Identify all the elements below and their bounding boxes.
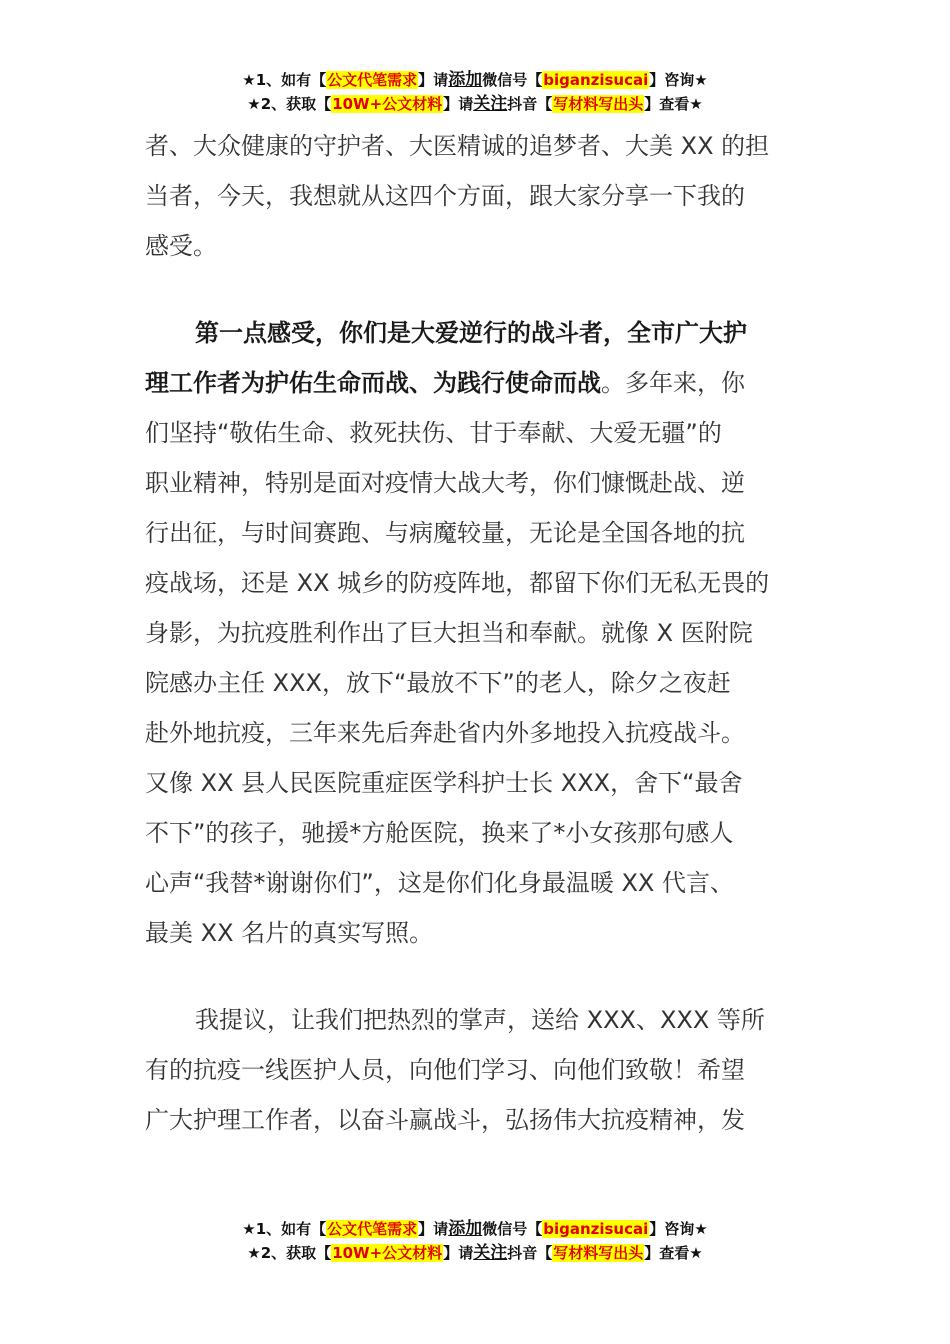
highlight-douyin-account: 写材料写出头	[553, 1244, 644, 1262]
promo-text: 】咨询★	[649, 1220, 708, 1238]
promo-text: 】查看★	[644, 1244, 703, 1262]
promo-text: 抖音【	[507, 1244, 553, 1262]
promo-text: ★2、获取【	[247, 1244, 332, 1262]
text-line: 行出征，与时间赛跑、与病魔较量，无论是全国各地的抗	[145, 519, 745, 547]
paragraph-gap	[145, 958, 810, 995]
highlight-materials: 10W+公文材料	[332, 1244, 443, 1262]
underlined-text: 关注	[473, 94, 508, 114]
header-promo-banner	[0, 68, 950, 116]
promo-text: ★1、如有【	[242, 1220, 327, 1238]
bold-heading-line: 第一点感受，你们是大爱逆行的战斗者，全市广大护	[195, 319, 747, 347]
promo-line-1	[0, 1217, 950, 1241]
document-body	[145, 121, 810, 1145]
text-line: 有的抗疫一线医护人员，向他们学习、向他们致敬！希望	[145, 1056, 745, 1084]
text-line: 我提议，让我们把热烈的掌声，送给 XXX、XXX 等所	[195, 1006, 765, 1034]
text-line: 们坚持“敬佑生命、救死扶伤、甘于奉献、大爱无疆”的	[145, 419, 722, 447]
text-line: 赴外地抗疫，三年来先后奔赴省内外多地投入抗疫战斗。	[145, 719, 745, 747]
underlined-text: 添加	[448, 1219, 483, 1239]
text-line: 当者，今天，我想就从这四个方面，跟大家分享一下我的	[145, 182, 745, 210]
text-line: 院感办主任 XXX，放下“最放不下”的老人，除夕之夜赶	[145, 669, 731, 697]
promo-text: 】咨询★	[649, 71, 708, 89]
promo-text: 】请	[443, 95, 474, 113]
text-line: 疫战场，还是 XX 城乡的防疫阵地，都留下你们无私无畏的	[145, 569, 770, 597]
text-line: 不下”的孩子，驰援*方舱医院，换来了*小女孩那句感人	[145, 819, 734, 847]
promo-text: 】请	[418, 71, 449, 89]
highlight-service: 公文代笔需求	[327, 71, 418, 89]
promo-line-1	[0, 68, 950, 92]
highlight-materials: 10W+公文材料	[332, 95, 443, 113]
promo-text: 】查看★	[644, 95, 703, 113]
text-line: 广大护理工作者，以奋斗赢战斗，弘扬伟大抗疫精神，发	[145, 1106, 745, 1134]
promo-text: 微信号【	[482, 71, 543, 89]
promo-text: ★1、如有【	[242, 71, 327, 89]
text-line: 感受。	[145, 232, 217, 260]
underlined-text: 关注	[473, 1243, 508, 1263]
highlight-service: 公文代笔需求	[327, 1220, 418, 1238]
text-line: 又像 XX 县人民医院重症医学科护士长 XXX，舍下“最舍	[145, 769, 743, 797]
promo-text: ★2、获取【	[247, 95, 332, 113]
paragraph-proposal	[145, 995, 810, 1145]
highlight-douyin-account: 写材料写出头	[553, 95, 644, 113]
bold-heading-text: 理工作者为护佑生命而战、为践行使命而战	[145, 369, 601, 397]
text-line	[145, 358, 810, 408]
promo-text: 微信号【	[482, 1220, 543, 1238]
promo-line-2	[0, 1241, 950, 1265]
promo-text: 抖音【	[507, 95, 553, 113]
text-line: 身影，为抗疫胜利作出了巨大担当和奉献。就像 X 医附院	[145, 619, 753, 647]
text-segment: 。多年来，你	[601, 369, 745, 397]
paragraph-gap	[145, 271, 810, 308]
underlined-text: 添加	[448, 70, 483, 90]
promo-text: 】请	[418, 1220, 449, 1238]
highlight-wechat-id: biganzisucai	[543, 1220, 649, 1238]
promo-line-2	[0, 92, 950, 116]
text-line: 心声“我替*谢谢你们”，这是你们化身最温暖 XX 代言、	[145, 869, 735, 897]
paragraph-intro	[145, 121, 810, 271]
paragraph-first-feeling	[145, 308, 810, 958]
promo-text: 】请	[443, 1244, 474, 1262]
text-line: 者、大众健康的守护者、大医精诚的追梦者、大美 XX 的担	[145, 132, 770, 160]
text-line: 职业精神，特别是面对疫情大战大考，你们慷慨赴战、逆	[145, 469, 745, 497]
footer-promo-banner	[0, 1217, 950, 1265]
text-line: 最美 XX 名片的真实写照。	[145, 919, 434, 947]
highlight-wechat-id: biganzisucai	[543, 71, 649, 89]
